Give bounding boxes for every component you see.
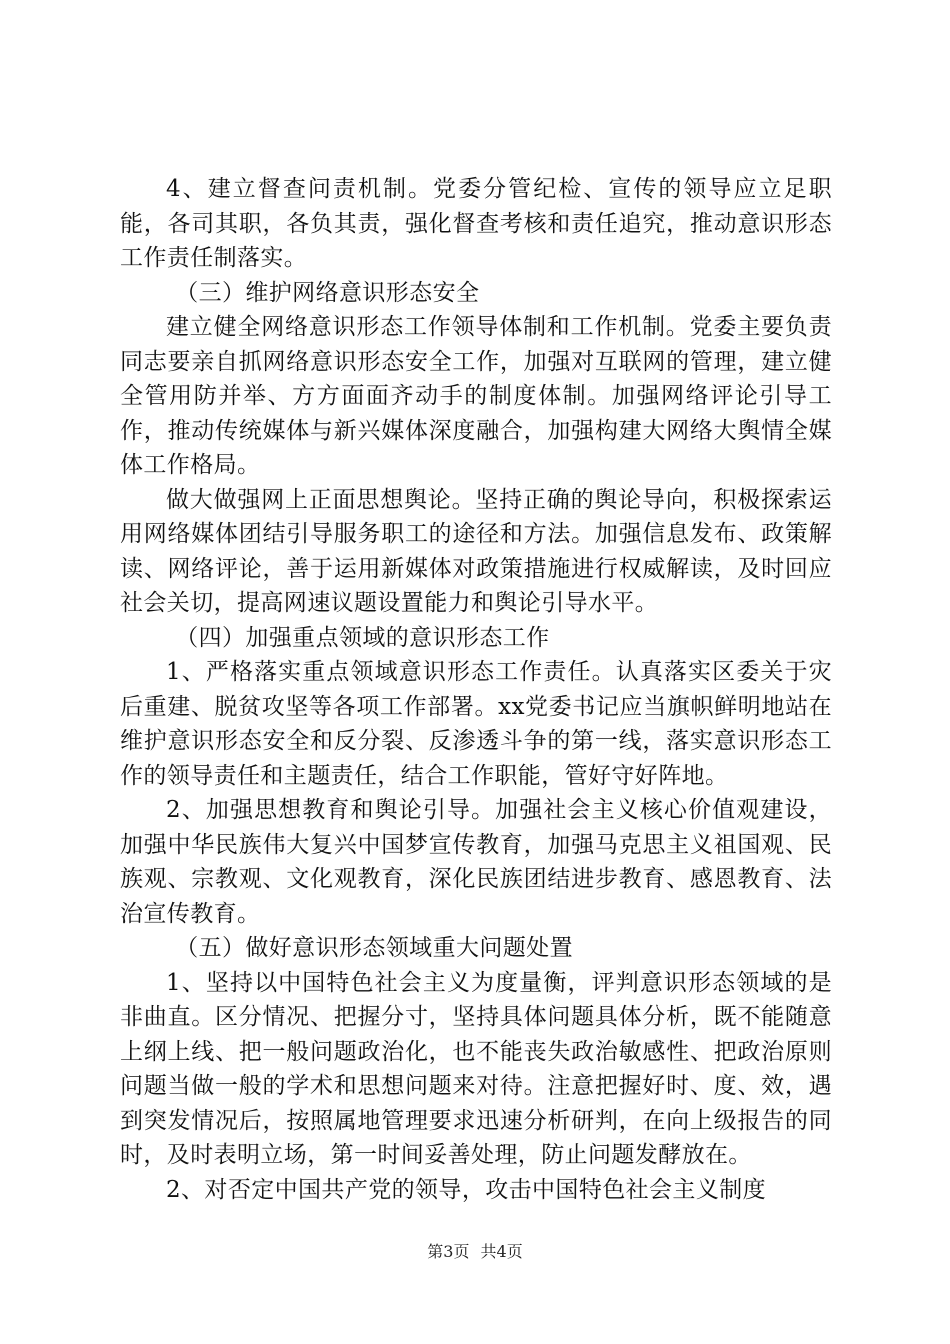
paragraph-party-leadership: 2、对否定中国共产党的领导，攻击中国特色社会主义制度	[166, 1176, 767, 1203]
section-heading-4: （四）加强重点领域的意识形态工作	[175, 624, 550, 651]
page-footer	[0, 1240, 950, 1264]
section-heading-5: （五）做好意识形态领域重大问题处置	[175, 935, 573, 961]
paragraph-online-opinion: 做大做强网上正面思想舆论。坚持正确的舆论导向，积极探索运用网络媒体团结引导服务职工的途径和方法。加强信息发布、政策解读、网络评论，善于运用新媒体对政策措施进行权威解读，及时回应社会关切，提高网速议题设置能力和舆论引导水平。	[120, 486, 832, 616]
document-body	[120, 172, 832, 1207]
paragraph-network-system: 建立健全网络意识形态工作领导体制和工作机制。党委主要负责同志要亲自抓网络意识形态安全工作，加强对互联网的管理，建立健全管用防并举、方方面面齐动手的制度体制。加强网络评论引导工作，推动传统媒体与新兴媒体深度融合，加强构建大网络大舆情全媒体工作格局。	[120, 314, 832, 478]
paragraph-education: 2、加强思想教育和舆论引导。加强社会主义核心价值观建设，加强中华民族伟大复兴中国梦宣传教育，加强马克思主义祖国观、民族观、宗教观、文化观教育，深化民族团结进步教育、感恩教育、法治宣传教育。	[120, 797, 832, 927]
page-number: 第3页	[427, 1242, 470, 1261]
page-total: 共4页	[480, 1242, 523, 1261]
paragraph-key-areas: 1、严格落实重点领域意识形态工作责任。认真落实区委关于灾后重建、脱贫攻坚等各项工作部署。xx党委书记应当旗帜鲜明地站在维护意识形态安全和反分裂、反渗透斗争的第一线，落实意识形态工作的领导责任和主题责任，结合工作职能，管好守好阵地。	[120, 659, 832, 789]
section-heading-3: （三）维护网络意识形态安全	[175, 279, 480, 306]
paragraph-judgement: 1、坚持以中国特色社会主义为度量衡，评判意识形态领域的是非曲直。区分情况、把握分寸，坚持具体问题具体分析，既不能随意上纲上线、把一般问题政治化，也不能丧失政治敏感性、把政治原则问题当做一般的学术和思想问题来对待。注意把握好时、度、效，遇到突发情况后，按照属地管理要求迅速分析研判，在向上级报告的同时，及时表明立场，第一时间妥善处理，防止问题发酵放在。	[120, 969, 832, 1168]
paragraph-accountability: 4、建立督查问责机制。党委分管纪检、宣传的领导应立足职能，各司其职，各负其责，强化督查考核和责任追究，推动意识形态工作责任制落实。	[120, 176, 832, 271]
